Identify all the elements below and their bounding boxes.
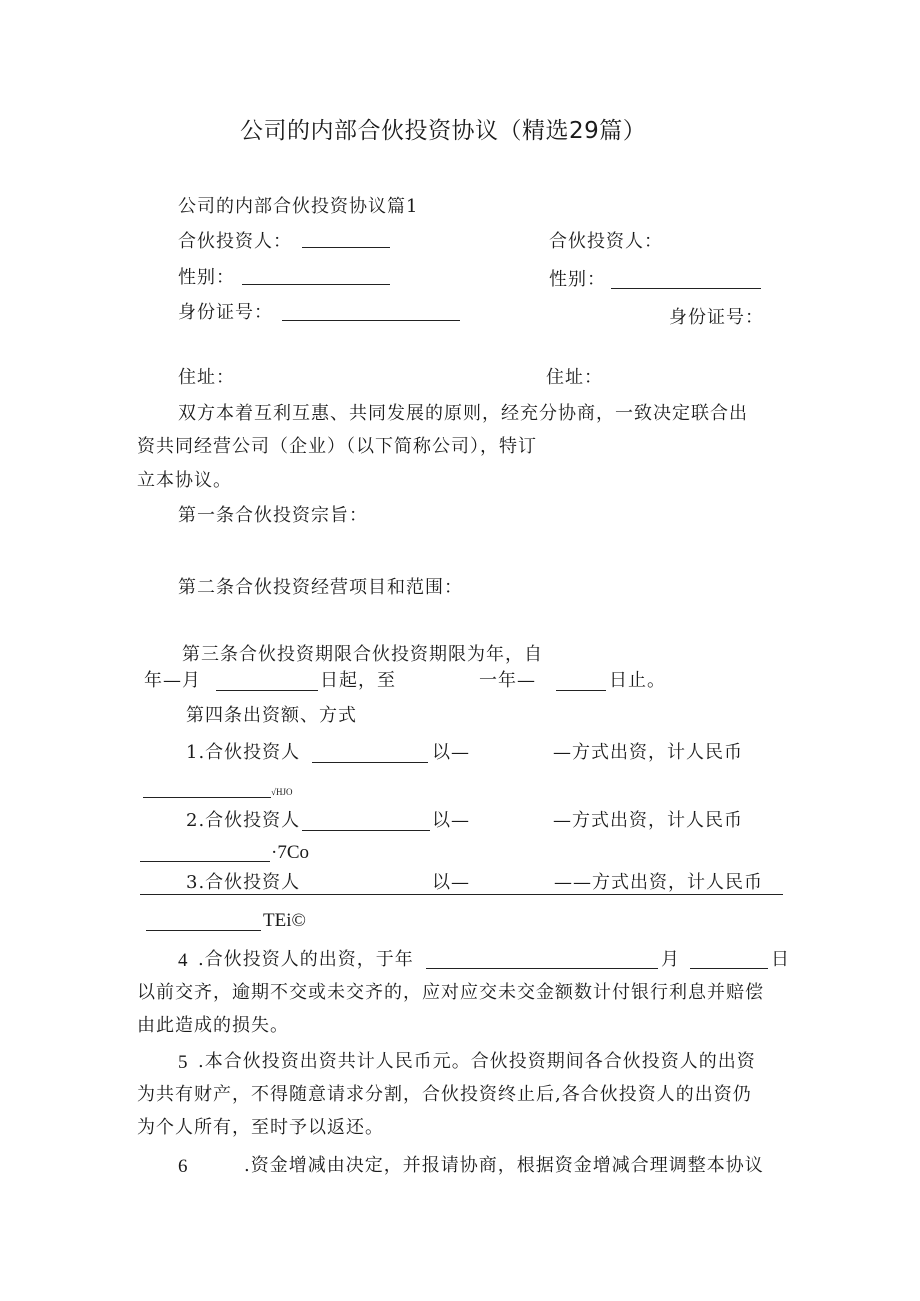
item-3-method: ——方式出资，计人民币: [554, 872, 763, 893]
party-a-id-blank: [282, 320, 460, 321]
para-5-number: 5: [178, 1052, 188, 1073]
party-b-investor-label: 合伙投资人：: [549, 231, 663, 252]
item-2-method: —方式出资，计人民币: [553, 810, 743, 831]
document-title: 公司的内部合伙投资协议（精选29篇）: [240, 118, 647, 144]
party-a-investor-blank: [302, 247, 390, 248]
party-b-gender-label: 性别：: [549, 269, 606, 290]
article-3-line-1: 第三条合伙投资期限合伙投资期限为年，自: [182, 644, 543, 665]
section-heading: 公司的内部合伙投资协议篇1: [178, 196, 419, 217]
intro-line-3: 立本协议。: [137, 470, 232, 491]
item-2-tail: ·7Co: [271, 842, 309, 863]
article-3-end-blank: [556, 690, 606, 691]
para-4-year-blank: [426, 968, 658, 969]
item-2-label: 2.合伙投资人: [186, 810, 301, 831]
item-1-label: 1.合伙投资人: [186, 742, 301, 763]
item-2-name-blank: [302, 830, 430, 831]
item-1-tail: √HJO: [271, 787, 293, 797]
party-a-investor-label: 合伙投资人：: [178, 231, 292, 252]
party-b-id-label: 身份证号：: [669, 307, 764, 328]
para-6-number: 6: [178, 1156, 188, 1177]
party-a-gender-blank: [242, 284, 390, 285]
item-1-with: 以—: [432, 742, 470, 763]
para-4-day-blank: [690, 968, 768, 969]
para-4-month: 月: [661, 949, 680, 970]
para-4-line-2: 以前交齐，逾期不交或未交齐的，应对应交未交金额数计付银行利息并赔偿: [137, 982, 764, 1003]
article-3-year-month: 年—月: [144, 670, 201, 691]
party-b-gender-blank: [611, 288, 761, 289]
article-3-end: 日止。: [609, 670, 666, 691]
article-3-year: 一年—: [479, 670, 536, 691]
para-4-day: 日: [771, 949, 790, 970]
party-a-gender-label: 性别：: [178, 267, 235, 288]
item-3-tail: TEi©: [263, 910, 306, 931]
article-2: 第二条合伙投资经营项目和范围：: [178, 577, 463, 598]
item-3-amount-blank: [146, 930, 261, 931]
article-4: 第四条出资额、方式: [186, 705, 357, 726]
party-b-address-label: 住址：: [546, 367, 603, 388]
article-3-from: 日起，至: [320, 670, 396, 691]
article-1: 第一条合伙投资宗旨：: [178, 505, 368, 526]
intro-line-1: 双方本着互利互惠、共同发展的原则，经充分协商，一致决定联合出: [178, 403, 748, 424]
para-4-line-3: 由此造成的损失。: [137, 1015, 289, 1036]
item-2-amount-blank: [140, 861, 270, 862]
item-1-amount-blank: [143, 797, 271, 798]
para-5-line-2: 为共有财产，不得随意请求分割，合伙投资终止后,各合伙投资人的出资仍: [137, 1084, 752, 1105]
party-a-id-label: 身份证号：: [178, 302, 273, 323]
para-5-line-3: 为个人所有，至时予以返还。: [137, 1117, 384, 1138]
item-1-name-blank: [312, 762, 428, 763]
para-4-line-1: .合伙投资人的出资，于年: [198, 949, 414, 970]
intro-line-2: 资共同经营公司（企业）（以下简称公司），特订: [137, 436, 537, 457]
item-3-with: 以—: [432, 872, 470, 893]
item-3-label: 3.合伙投资人: [186, 872, 301, 893]
party-a-address-label: 住址：: [178, 367, 235, 388]
para-6-line-1: .资金增减由决定，并报请协商，根据资金增减合理调整本协议: [244, 1155, 764, 1176]
item-2-with: 以—: [432, 810, 470, 831]
article-3-start-blank: [216, 690, 318, 691]
item-3-rule: [140, 894, 783, 895]
item-1-method: —方式出资，计人民币: [553, 742, 743, 763]
para-5-line-1: .本合伙投资出资共计人民币元。合伙投资期间各合伙投资人的出资: [198, 1051, 756, 1072]
para-4-number: 4: [178, 950, 188, 971]
